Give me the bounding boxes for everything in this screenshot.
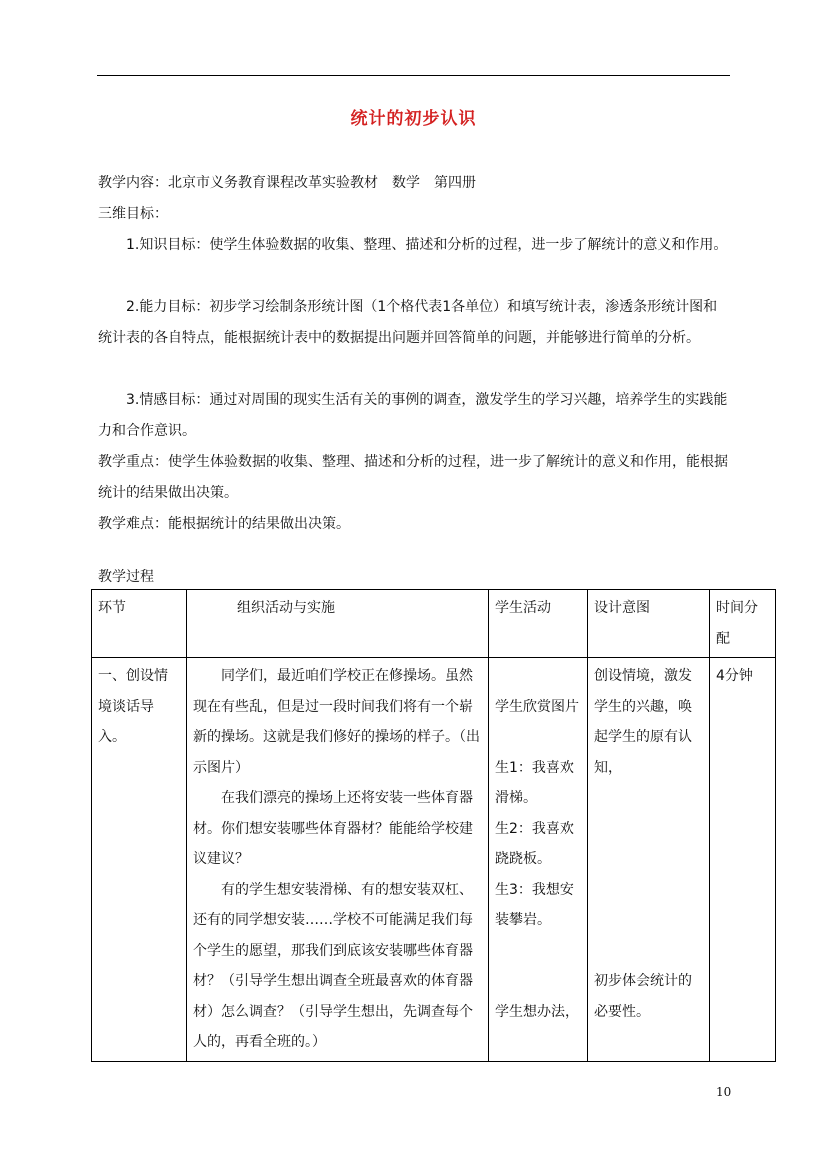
- header-organization: 组织活动与实施: [187, 590, 489, 658]
- emotion-goal: 3.情感目标：通过对周围的现实生活有关的事例的调查，激发学生的学习兴趣，培养学生的实践能力和合作意识。: [98, 392, 728, 439]
- student-item: 生2：我喜欢跷跷板。: [495, 820, 574, 867]
- header-stage: 环节: [92, 590, 187, 658]
- org-paragraph: 在我们漂亮的操场上还将安装一些体育器材。你们想安装哪些体育器材？能能给学校建议建议？: [193, 790, 473, 867]
- teaching-content: 教学内容：北京市义务教育课程改革实验教材 数学 第四册: [98, 175, 476, 191]
- time-cell: 4分钟: [710, 658, 776, 1062]
- header-design-intent: 设计意图: [588, 590, 710, 658]
- knowledge-goal: 1.知识目标：使学生体验数据的收集、整理、描述和分析的过程，进一步了解统计的意义和作用。: [126, 237, 728, 253]
- student-item: 学生欣赏图片: [495, 698, 579, 715]
- goals-heading: 三维目标：: [98, 206, 168, 222]
- table-header-row: [92, 590, 776, 658]
- org-paragraph: 有的学生想安装滑梯、有的想安装双杠、还有的同学想安装……学校不可能满足我们每个学生的愿望，那我们到底该安装哪些体育器材？（引导学生想出调查全班最喜欢的体育器材）怎么调查？（引导学生想出，先调查每个人的，再看全班的。）: [193, 881, 473, 1050]
- organization-cell: [187, 658, 489, 1062]
- header-time: 时间分配: [710, 590, 776, 658]
- org-paragraph: 同学们，最近咱们学校正在修操场。虽然现在有些乱，但是过一段时间我们将有一个崭新的操场。这就是我们修好的操场的样子。（出示图片）: [193, 668, 480, 776]
- table-row: [92, 658, 776, 1062]
- ability-goal: 2.能力目标：初步学习绘制条形统计图（1个格代表1各单位）和填写统计表，渗透条形统计图和统计表的各自特点，能根据统计表中的数据提出问题并回答简单的问题，并能够进行简单的分析。: [98, 299, 718, 346]
- student-item: 生3：我想安装攀岩。: [495, 881, 574, 928]
- student-item: 生1：我喜欢滑梯。: [495, 759, 574, 806]
- student-activity-cell: [489, 658, 588, 1062]
- header-rule: [97, 75, 730, 76]
- difficulty: 教学难点：能根据统计的结果做出决策。: [98, 516, 350, 532]
- design-item: 初步体会统计的必要性。: [594, 973, 692, 1020]
- document-title: 统计的初步认识: [350, 109, 477, 129]
- process-label: 教学过程: [98, 569, 154, 585]
- design-intent-cell: [588, 658, 710, 1062]
- header-student-activity: 学生活动: [489, 590, 588, 658]
- design-item: 创设情境，激发学生的兴趣，唤起学生的原有认知，: [594, 668, 692, 776]
- page-number: 10: [716, 1085, 732, 1099]
- stage-cell: 一、创设情境谈话导入。: [92, 658, 187, 1062]
- process-table: [91, 589, 776, 1062]
- student-item: 学生想办法，: [495, 1003, 579, 1020]
- key-point: 教学重点：使学生体验数据的收集、整理、描述和分析的过程，进一步了解统计的意义和作用，能根据统计的结果做出决策。: [98, 454, 728, 501]
